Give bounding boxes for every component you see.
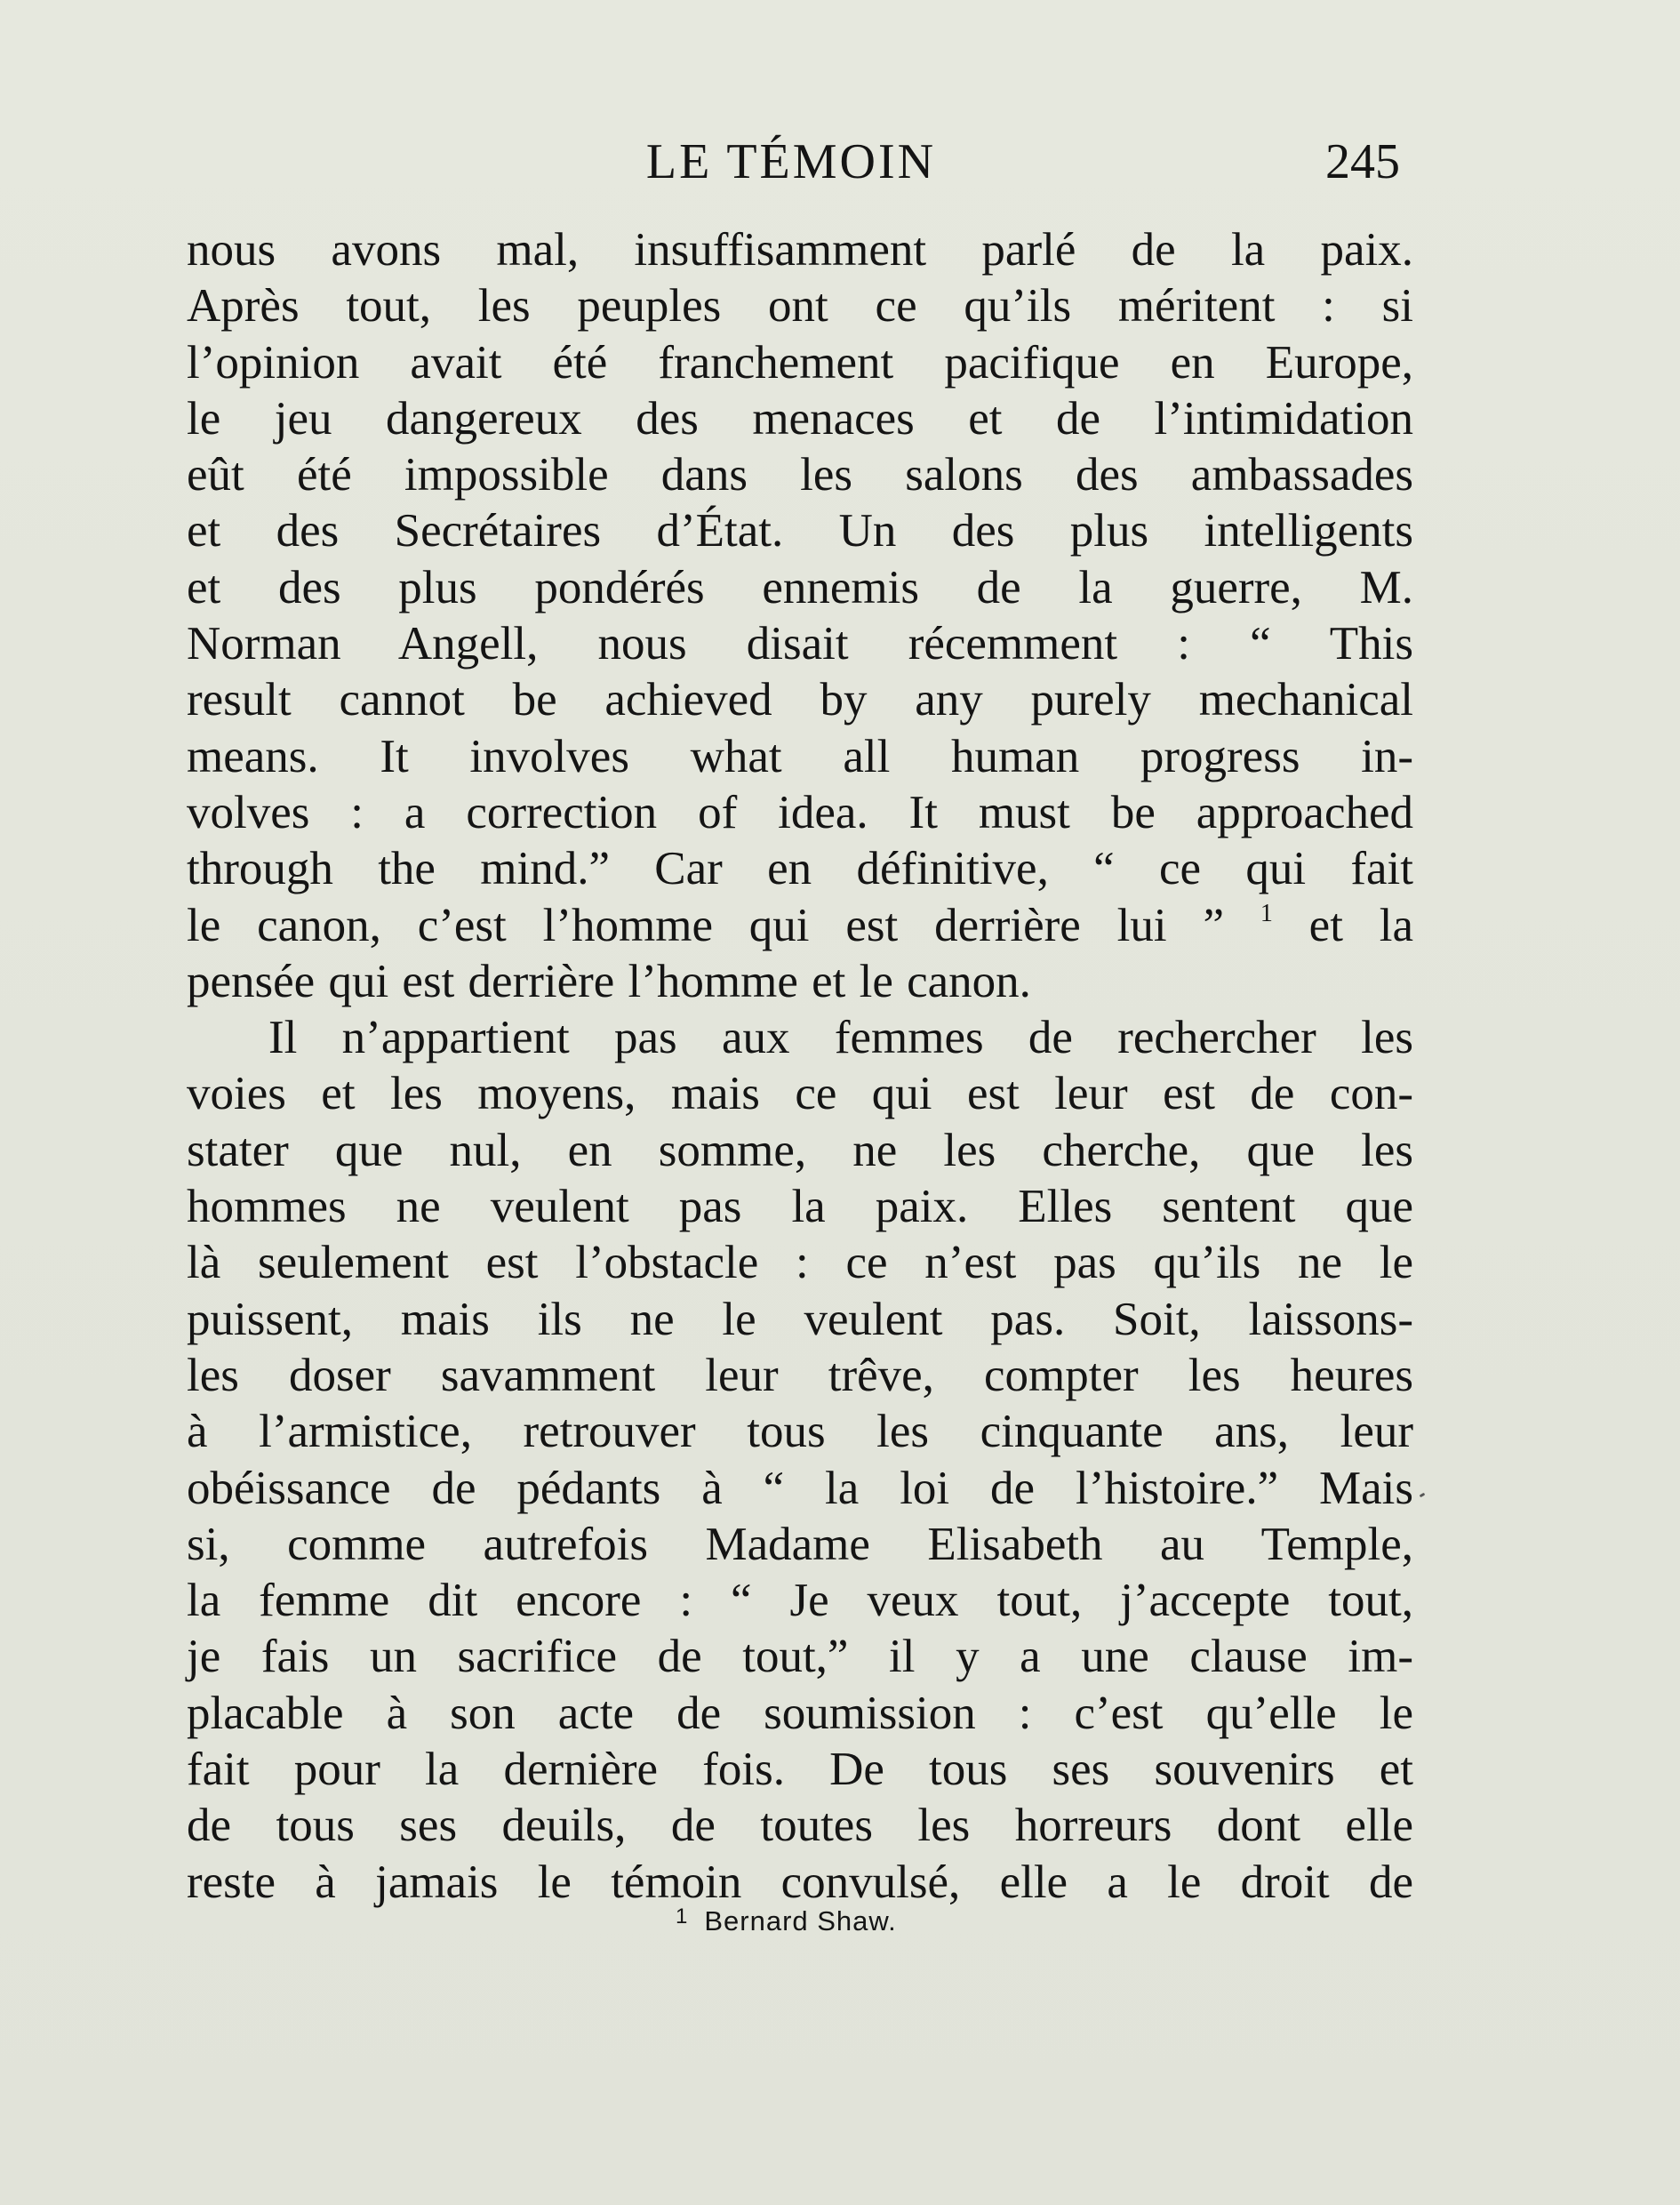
text-line: et des Secrétaires d’État. Un des plus intelligents xyxy=(187,505,1413,557)
text-line: nous avons mal, insuffisamment parlé de la paix. xyxy=(187,224,1413,276)
text-line: hommes ne veulent pas la paix. Elles sentent que xyxy=(187,1181,1413,1233)
text-line: placable à son acte de soumission : c’est qu’elle le xyxy=(187,1687,1413,1739)
text-line: means. It involves what all human progress in- xyxy=(187,730,1413,782)
text-line: puissent, mais ils ne le veulent pas. Soit, laissons- xyxy=(187,1293,1413,1345)
text-line: reste à jamais le témoin convulsé, elle a le droit de xyxy=(187,1856,1413,1908)
running-title: LE TÉMOIN xyxy=(645,134,937,189)
text-line: through the mind.” Car en définitive, “ ce qui fait xyxy=(187,843,1413,895)
text-line: voies et les moyens, mais ce qui est leur est de con- xyxy=(187,1068,1413,1120)
text-line-with-footnote xyxy=(187,898,1413,954)
text-line: la femme dit encore : “ Je veux tout, j’accepte tout, xyxy=(187,1575,1413,1627)
text-line: Norman Angell, nous disait récemment : “ This xyxy=(187,618,1413,670)
running-head xyxy=(182,126,1400,197)
footnote-text: Bernard Shaw. xyxy=(704,1905,897,1936)
text-line: fait pour la dernière fois. De tous ses souvenirs et xyxy=(187,1744,1413,1796)
footnote-marker: 1 xyxy=(1260,899,1273,927)
text-line: Après tout, les peuples ont ce qu’ils méritent : si xyxy=(187,280,1413,333)
text-line: eût été impossible dans les salons des ambassades xyxy=(187,449,1413,501)
footnote xyxy=(676,1904,897,1937)
text-line: result cannot be achieved by any purely mechanical xyxy=(187,674,1413,726)
text-line: de tous ses deuils, de toutes les horreurs dont elle xyxy=(187,1800,1413,1852)
text-line: volves : a correction of idea. It must be approached xyxy=(187,786,1413,838)
text-line: les doser savamment leur trêve, compter les heures xyxy=(187,1349,1413,1401)
text-line: si, comme autrefois Madame Elisabeth au Temple, xyxy=(187,1518,1413,1570)
body-text xyxy=(187,222,1413,1911)
text-line: l’opinion avait été franchement pacifique en Europe, xyxy=(187,336,1413,389)
text-line: à l’armistice, retrouver tous les cinquante ans, leur xyxy=(187,1406,1413,1458)
text-line: stater que nul, en somme, ne les cherche, que les xyxy=(187,1124,1413,1176)
text-line: Il n’appartient pas aux femmes de rechercher les xyxy=(268,1012,1413,1064)
text-line: pensée qui est derrière l’homme et le canon. xyxy=(187,955,1031,1007)
text-segment: le canon, c’est l’homme qui est derrière lui ” xyxy=(187,899,1224,951)
footnote-marker: 1 xyxy=(676,1904,689,1928)
text-line: obéissance de pédants à “ la loi de l’histoire.” Mais xyxy=(187,1462,1413,1514)
ink-speck xyxy=(1420,1493,1426,1498)
text-segment: et la xyxy=(1308,899,1414,951)
page-number: 245 xyxy=(1325,134,1400,189)
text-line: là seulement est l’obstacle : ce n’est pas qu’ils ne le xyxy=(187,1237,1413,1289)
text-line: et des plus pondérés ennemis de la guerre, M. xyxy=(187,561,1413,613)
text-line: le jeu dangereux des menaces et de l’intimidation xyxy=(187,392,1413,445)
text-line: je fais un sacrifice de tout,” il y a une clause im- xyxy=(187,1631,1413,1683)
